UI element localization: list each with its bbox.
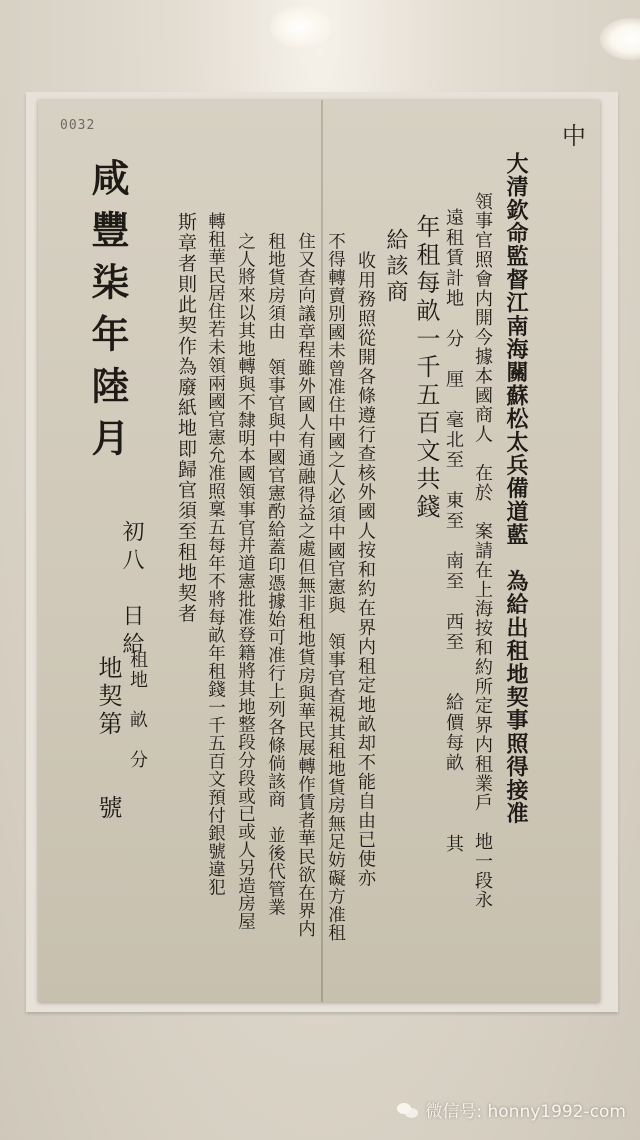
deed-text-column: 轉租華民居住若未領兩國官憲允准照稟五每年不將每畝年租錢一千五百文預付銀號違犯 (205, 212, 226, 896)
document-fold (321, 100, 323, 1002)
watermark (397, 1097, 626, 1122)
deed-text-column: 年租每畝一千五百文共錢 (412, 214, 440, 522)
deed-title-column: 大清欽命監督江南海關蘇松太兵備道藍 為給出租地契事照得接准 (503, 152, 529, 825)
corner-mark: 中 (562, 122, 586, 150)
deed-text-column: 領事官照會内開今據本國商人 在於 案請在上海按和約所定界内租業戶 地一段永 (472, 192, 493, 910)
document-id-stamp: 0032 (60, 118, 96, 133)
deed-text-column: 租地貨房須由 領事官與中國官憲酌給蓋印憑據始可准行上列各條倘該商 並後代管業 (265, 232, 286, 916)
wechat-icon (397, 1101, 419, 1119)
watermark-text: 微信号: honny1992-com (425, 1102, 626, 1122)
deed-date-day: 初八 日給 (119, 520, 144, 660)
deed-text-column: 不得轉賣別國未曾准住中國之人必須中國官憲與 領事官查視其租地貨房無足妨礙方准租 (325, 232, 346, 942)
deed-text-column: 住又查向議章程雖外國人有通融得益之處但無非租地貨房與華民展轉作賃者華民欲在界内 (295, 232, 316, 938)
deed-text-column: 收用務照從開各條遵行查核外國人按和約在界内租定地畝却不能自由已使亦 (355, 232, 376, 889)
deed-lot-number: 地契第 號 (94, 655, 122, 823)
deed-text-column: 斯章者則此契作為廢紙地即歸官須至租地契者 (175, 212, 197, 624)
deed-lot-area: 租地 畝 分 (127, 650, 148, 770)
spotlight-left (270, 6, 332, 48)
deed-text-column: 之人將來以其地轉與不隸明本國領事官并道憲批准登籍將其地整段分段或已或人另造房屋 (235, 232, 256, 931)
deed-text-column: 給該商 (383, 228, 408, 306)
deed-date: 咸豐柒年陸月 (85, 158, 130, 470)
deed-text-column: 遠租賃計地 分 厘 毫北至 東至 南至 西至 給價每畝 其 (443, 208, 464, 855)
